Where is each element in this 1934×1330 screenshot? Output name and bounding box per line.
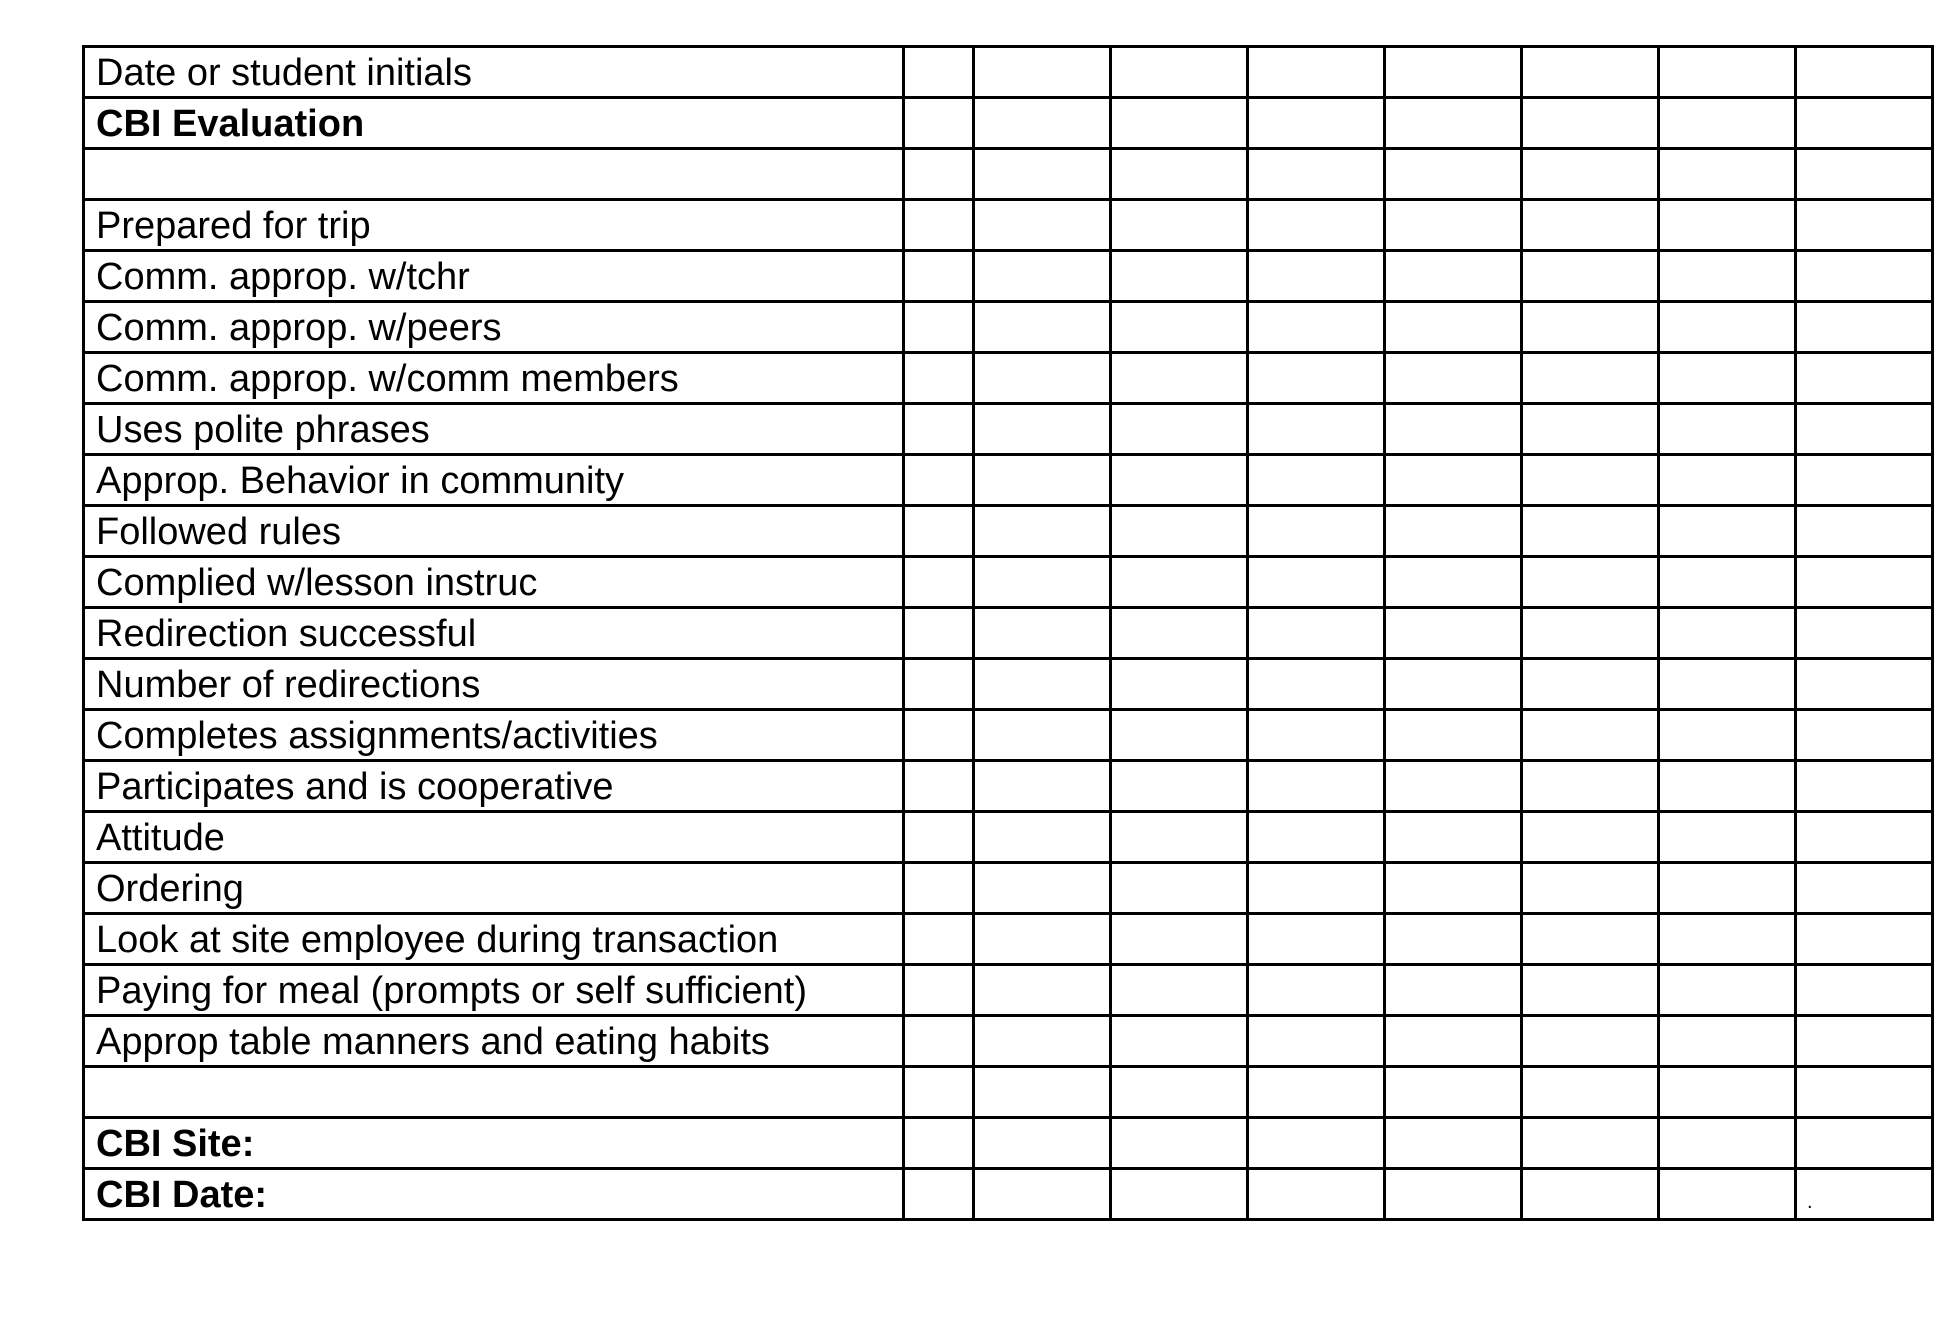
entry-cell[interactable] [1248, 812, 1385, 863]
entry-cell[interactable] [1659, 761, 1796, 812]
table-row [84, 914, 1933, 965]
entry-cell[interactable] [1248, 761, 1385, 812]
entry-cell[interactable] [974, 149, 1111, 200]
table-row [84, 200, 1933, 251]
entry-cell[interactable] [1659, 812, 1796, 863]
entry-cell[interactable] [1796, 914, 1933, 965]
entry-cell[interactable] [1248, 353, 1385, 404]
entry-cell[interactable] [1796, 710, 1933, 761]
row-label: Approp. Behavior in community [84, 455, 904, 506]
entry-cell[interactable] [1248, 1067, 1385, 1118]
entry-cell[interactable] [904, 608, 974, 659]
entry-cell[interactable] [1111, 608, 1248, 659]
entry-cell[interactable] [1659, 608, 1796, 659]
entry-cell[interactable] [1385, 812, 1522, 863]
entry-cell[interactable] [1796, 47, 1933, 98]
entry-cell[interactable] [1248, 302, 1385, 353]
entry-cell[interactable] [1248, 47, 1385, 98]
entry-cell[interactable] [904, 47, 974, 98]
entry-cell[interactable] [904, 506, 974, 557]
entry-cell[interactable] [1111, 761, 1248, 812]
entry-cell[interactable] [1659, 965, 1796, 1016]
entry-cell[interactable] [1111, 812, 1248, 863]
entry-cell[interactable] [974, 761, 1111, 812]
row-label: Number of redirections [84, 659, 904, 710]
entry-cell[interactable] [1248, 455, 1385, 506]
entry-cell[interactable] [1659, 710, 1796, 761]
entry-cell[interactable] [1659, 353, 1796, 404]
entry-cell[interactable] [974, 1067, 1111, 1118]
entry-cell[interactable] [1385, 404, 1522, 455]
table-row [84, 812, 1933, 863]
entry-cell[interactable] [1111, 506, 1248, 557]
entry-cell[interactable] [1111, 659, 1248, 710]
entry-cell[interactable] [1796, 353, 1933, 404]
table-row [84, 455, 1933, 506]
row-label: Comm. approp. w/comm members [84, 353, 904, 404]
entry-cell[interactable] [904, 965, 974, 1016]
entry-cell[interactable] [904, 863, 974, 914]
entry-cell[interactable] [904, 1067, 974, 1118]
entry-cell[interactable] [1522, 353, 1659, 404]
entry-cell[interactable] [1248, 608, 1385, 659]
entry-cell[interactable] [1111, 302, 1248, 353]
entry-cell[interactable] [1385, 251, 1522, 302]
entry-cell[interactable] [1659, 1067, 1796, 1118]
entry-cell[interactable] [1522, 1118, 1659, 1169]
entry-cell[interactable] [1796, 863, 1933, 914]
row-label: CBI Site: [84, 1118, 904, 1169]
entry-cell[interactable] [1522, 659, 1659, 710]
entry-cell[interactable] [1522, 98, 1659, 149]
entry-cell[interactable] [904, 455, 974, 506]
entry-cell[interactable] [1659, 200, 1796, 251]
entry-cell[interactable] [1522, 557, 1659, 608]
entry-cell[interactable] [904, 1016, 974, 1067]
entry-cell[interactable] [1522, 404, 1659, 455]
entry-cell[interactable] [1796, 98, 1933, 149]
entry-cell[interactable] [1248, 965, 1385, 1016]
entry-cell[interactable] [1796, 812, 1933, 863]
entry-cell[interactable] [974, 812, 1111, 863]
entry-cell[interactable] [1796, 200, 1933, 251]
entry-cell[interactable] [904, 353, 974, 404]
entry-cell[interactable] [974, 1118, 1111, 1169]
entry-cell[interactable] [1659, 863, 1796, 914]
entry-cell[interactable] [1796, 1067, 1933, 1118]
entry-cell[interactable] [1111, 863, 1248, 914]
entry-cell[interactable] [974, 506, 1111, 557]
entry-cell[interactable] [1522, 506, 1659, 557]
entry-cell[interactable] [1385, 353, 1522, 404]
entry-cell[interactable] [974, 251, 1111, 302]
table-row [84, 1169, 1933, 1220]
entry-cell[interactable] [1111, 149, 1248, 200]
entry-cell[interactable] [1248, 914, 1385, 965]
row-label: Completes assignments/activities [84, 710, 904, 761]
row-label: Attitude [84, 812, 904, 863]
entry-cell[interactable] [974, 710, 1111, 761]
entry-cell[interactable] [904, 914, 974, 965]
table-row [84, 98, 1933, 149]
entry-cell[interactable] [1522, 200, 1659, 251]
entry-cell[interactable] [1522, 761, 1659, 812]
entry-cell[interactable] [904, 812, 974, 863]
entry-cell[interactable] [1522, 710, 1659, 761]
entry-cell[interactable] [974, 863, 1111, 914]
entry-cell[interactable] [1248, 1169, 1385, 1220]
entry-cell[interactable] [1659, 914, 1796, 965]
entry-cell[interactable] [1796, 1118, 1933, 1169]
entry-cell[interactable] [1796, 761, 1933, 812]
row-label: Complied w/lesson instruc [84, 557, 904, 608]
table-row [84, 659, 1933, 710]
entry-cell[interactable] [974, 404, 1111, 455]
entry-cell[interactable] [1111, 47, 1248, 98]
row-label [84, 149, 904, 200]
table-row [84, 404, 1933, 455]
entry-cell[interactable] [1111, 914, 1248, 965]
entry-cell[interactable] [1111, 1169, 1248, 1220]
table-body [84, 47, 1933, 1220]
entry-cell[interactable] [1111, 1016, 1248, 1067]
table-row [84, 1016, 1933, 1067]
entry-cell[interactable] [974, 608, 1111, 659]
table-row [84, 1118, 1933, 1169]
row-label: CBI Date: [84, 1169, 904, 1220]
cell-mark: . [1807, 1191, 1813, 1213]
table-row [84, 761, 1933, 812]
entry-cell[interactable] [974, 353, 1111, 404]
entry-cell[interactable] [1522, 965, 1659, 1016]
entry-cell[interactable] [1385, 1118, 1522, 1169]
entry-cell[interactable] [904, 98, 974, 149]
entry-cell[interactable] [1385, 302, 1522, 353]
entry-cell[interactable] [1522, 1016, 1659, 1067]
entry-cell[interactable] [1385, 455, 1522, 506]
entry-cell[interactable] [1385, 98, 1522, 149]
table-row [84, 710, 1933, 761]
entry-cell[interactable] [974, 659, 1111, 710]
entry-cell[interactable] [904, 659, 974, 710]
row-label: Uses polite phrases [84, 404, 904, 455]
entry-cell[interactable] [974, 98, 1111, 149]
entry-cell[interactable] [1248, 251, 1385, 302]
entry-cell[interactable] [1248, 659, 1385, 710]
entry-cell[interactable] [1659, 302, 1796, 353]
entry-cell[interactable] [904, 149, 974, 200]
entry-cell[interactable] [974, 455, 1111, 506]
entry-cell[interactable] [1111, 455, 1248, 506]
entry-cell[interactable] [1659, 404, 1796, 455]
entry-cell[interactable] [1385, 914, 1522, 965]
row-label: Look at site employee during transaction [84, 914, 904, 965]
entry-cell[interactable] [1659, 149, 1796, 200]
entry-cell[interactable] [1796, 506, 1933, 557]
entry-cell[interactable] [1796, 251, 1933, 302]
entry-cell[interactable] [1385, 710, 1522, 761]
entry-cell[interactable] [1385, 659, 1522, 710]
entry-cell[interactable] [1796, 455, 1933, 506]
entry-cell[interactable] [1111, 965, 1248, 1016]
entry-cell[interactable] [904, 200, 974, 251]
entry-cell[interactable] [1111, 98, 1248, 149]
entry-cell[interactable] [1248, 557, 1385, 608]
entry-cell[interactable] [1385, 557, 1522, 608]
entry-cell[interactable] [1796, 1016, 1933, 1067]
table-row [84, 608, 1933, 659]
entry-cell[interactable] [1659, 98, 1796, 149]
entry-cell[interactable] [1796, 302, 1933, 353]
entry-cell[interactable] [1522, 47, 1659, 98]
row-label: Participates and is cooperative [84, 761, 904, 812]
entry-cell[interactable] [1248, 1016, 1385, 1067]
table-row [84, 965, 1933, 1016]
entry-cell[interactable] [1659, 1118, 1796, 1169]
entry-cell[interactable] [904, 251, 974, 302]
entry-cell[interactable] [974, 914, 1111, 965]
table-row [84, 506, 1933, 557]
entry-cell[interactable] [1659, 1016, 1796, 1067]
entry-cell[interactable] [1248, 98, 1385, 149]
entry-cell[interactable] [1111, 1067, 1248, 1118]
entry-cell[interactable] [1522, 251, 1659, 302]
row-label: Paying for meal (prompts or self sufficient) [84, 965, 904, 1016]
entry-cell[interactable] [1248, 506, 1385, 557]
entry-cell[interactable] [1796, 557, 1933, 608]
table-row [84, 251, 1933, 302]
entry-cell[interactable] [1385, 200, 1522, 251]
row-label: Comm. approp. w/tchr [84, 251, 904, 302]
row-label: Ordering [84, 863, 904, 914]
entry-cell[interactable] [1111, 1118, 1248, 1169]
entry-cell[interactable] [1248, 200, 1385, 251]
entry-cell[interactable] [1796, 404, 1933, 455]
entry-cell[interactable] [1385, 863, 1522, 914]
entry-cell[interactable] [904, 761, 974, 812]
entry-cell[interactable] [1522, 608, 1659, 659]
entry-cell[interactable] [904, 710, 974, 761]
entry-cell[interactable] [1248, 149, 1385, 200]
table-row [84, 149, 1933, 200]
entry-cell[interactable] [1111, 710, 1248, 761]
entry-cell[interactable] [1385, 761, 1522, 812]
entry-cell[interactable] [1796, 608, 1933, 659]
entry-cell[interactable] [1111, 200, 1248, 251]
entry-cell[interactable] [1659, 1169, 1796, 1220]
entry-cell[interactable] [1385, 47, 1522, 98]
row-label: Comm. approp. w/peers [84, 302, 904, 353]
entry-cell[interactable] [1111, 353, 1248, 404]
entry-cell[interactable] [974, 200, 1111, 251]
row-label: Prepared for trip [84, 200, 904, 251]
entry-cell[interactable] [1385, 1016, 1522, 1067]
row-label: Approp table manners and eating habits [84, 1016, 904, 1067]
row-label: Followed rules [84, 506, 904, 557]
entry-cell[interactable] [974, 965, 1111, 1016]
entry-cell[interactable] [1796, 1169, 1933, 1220]
entry-cell[interactable] [974, 1016, 1111, 1067]
entry-cell[interactable] [904, 1118, 974, 1169]
entry-cell[interactable] [1385, 1067, 1522, 1118]
entry-cell[interactable] [1385, 965, 1522, 1016]
table-row [84, 302, 1933, 353]
entry-cell[interactable] [1111, 404, 1248, 455]
entry-cell[interactable] [1248, 710, 1385, 761]
table-row [84, 863, 1933, 914]
entry-cell[interactable] [1248, 404, 1385, 455]
entry-cell[interactable] [1659, 557, 1796, 608]
entry-cell[interactable] [1522, 1169, 1659, 1220]
entry-cell[interactable] [1385, 149, 1522, 200]
entry-cell[interactable] [1385, 608, 1522, 659]
entry-cell[interactable] [974, 302, 1111, 353]
entry-cell[interactable] [1522, 1067, 1659, 1118]
entry-cell[interactable] [1248, 863, 1385, 914]
entry-cell[interactable] [1111, 251, 1248, 302]
row-label: Date or student initials [84, 47, 904, 98]
table-row [84, 47, 1933, 98]
entry-cell[interactable] [1385, 506, 1522, 557]
row-label: CBI Evaluation [84, 98, 904, 149]
entry-cell[interactable] [1659, 47, 1796, 98]
entry-cell[interactable] [1522, 812, 1659, 863]
entry-cell[interactable] [1522, 914, 1659, 965]
entry-cell[interactable] [1522, 149, 1659, 200]
entry-cell[interactable] [1659, 251, 1796, 302]
row-label [84, 1067, 904, 1118]
entry-cell[interactable] [1522, 302, 1659, 353]
entry-cell[interactable] [1796, 149, 1933, 200]
row-label: Redirection successful [84, 608, 904, 659]
table-row [84, 557, 1933, 608]
entry-cell[interactable] [1248, 1118, 1385, 1169]
entry-cell[interactable] [1111, 557, 1248, 608]
entry-cell[interactable] [974, 47, 1111, 98]
table-row [84, 1067, 1933, 1118]
entry-cell[interactable] [974, 1169, 1111, 1220]
entry-cell[interactable] [1659, 659, 1796, 710]
entry-cell[interactable] [1659, 455, 1796, 506]
entry-cell[interactable] [904, 557, 974, 608]
entry-cell[interactable] [1522, 863, 1659, 914]
entry-cell[interactable] [1796, 659, 1933, 710]
entry-cell[interactable] [974, 557, 1111, 608]
entry-cell[interactable] [1659, 506, 1796, 557]
entry-cell[interactable] [1385, 1169, 1522, 1220]
entry-cell[interactable] [1796, 965, 1933, 1016]
entry-cell[interactable] [904, 302, 974, 353]
entry-cell[interactable] [904, 404, 974, 455]
entry-cell[interactable] [904, 1169, 974, 1220]
cbi-evaluation-table [82, 45, 1934, 1221]
table-row [84, 353, 1933, 404]
entry-cell[interactable] [1522, 455, 1659, 506]
